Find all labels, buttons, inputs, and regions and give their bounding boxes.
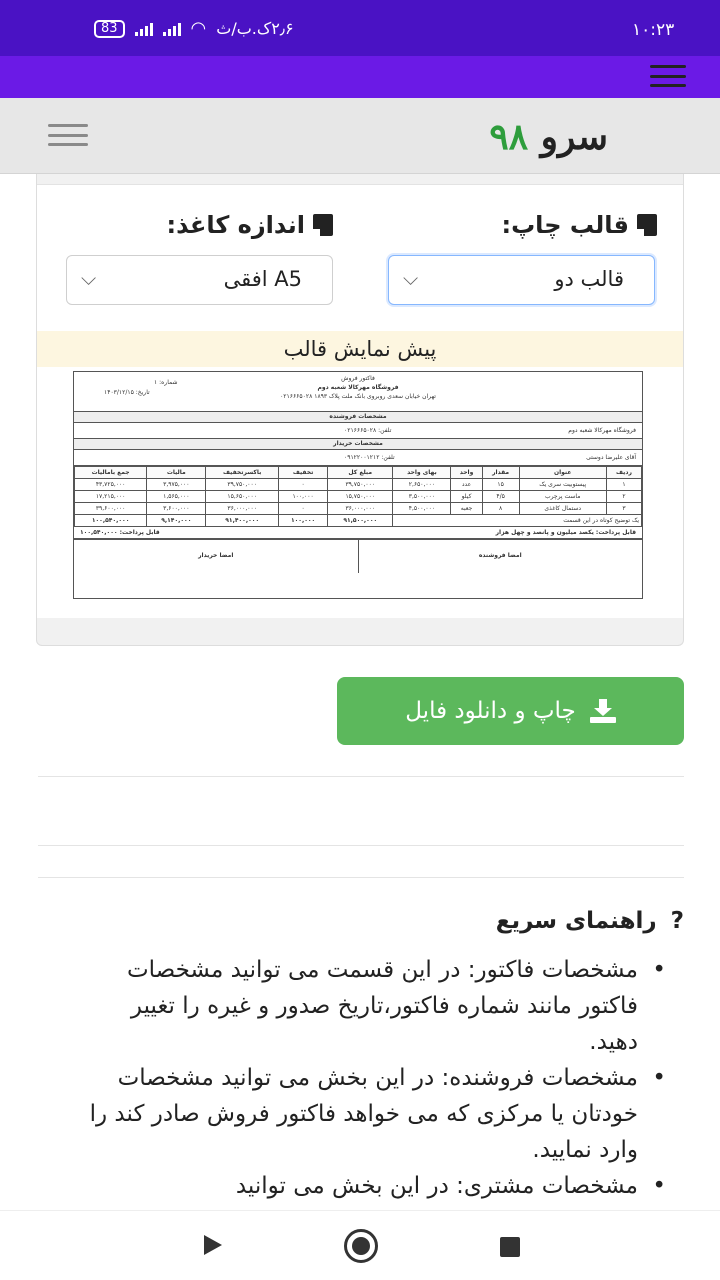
seller-section-title: مشخصات فروشنده [74, 412, 642, 423]
table-header-cell: جمع بامالیات [75, 467, 147, 479]
table-cell: ۱۷,۲۱۵,۰۰۰ [75, 491, 147, 503]
guide-list [78, 952, 638, 1204]
table-header-row [75, 467, 642, 479]
table-cell: ۳,۶۰۰,۰۰۰ [147, 503, 206, 515]
payable-words: قابل پرداخت: یکصد میلیون و پانصد و چهل هزار [495, 529, 636, 536]
paper-size-label-text: اندازه کاغذ: [166, 211, 305, 239]
buyer-signature: امضا خریدار [74, 540, 359, 573]
table-header-cell: بهای واحد [393, 467, 451, 479]
question-icon: ? [670, 908, 684, 934]
invoice-store: فروشگاه مهرکالا شعبه دوم [317, 384, 399, 391]
site-header [0, 98, 720, 174]
payable-amount [80, 527, 160, 539]
table-cell: ۴/۵ [482, 491, 519, 503]
invoice-note: یک توضیح کوتاه در این قسمت [393, 515, 642, 527]
table-cell: ۳۶,۰۰۰,۰۰۰ [328, 503, 393, 515]
logo-number: ۹۸ [489, 116, 529, 158]
guide-title [496, 908, 684, 934]
table-row [75, 503, 642, 515]
home-icon[interactable] [344, 1229, 378, 1263]
table-header-cell: مبلغ کل [328, 467, 393, 479]
template-label-text: قالب چاپ: [501, 211, 629, 239]
table-cell: ماست پرچرب [519, 491, 606, 503]
status-bar [0, 0, 720, 56]
table-cell: ۳۹,۷۵۰,۰۰۰ [328, 479, 393, 491]
preview-title: پیش نمایش قالب [37, 331, 683, 367]
network-speed: ۲٫۶ک.ب/ث [216, 19, 294, 38]
table-header-cell: ردیف [606, 467, 641, 479]
invoice-title: فاکتور فروش [341, 375, 375, 382]
table-header-cell: عنوان [519, 467, 606, 479]
table-cell: ۳۶,۰۰۰,۰۰۰ [206, 503, 279, 515]
table-cell: ۰ [279, 479, 328, 491]
table-cell: دستمال کاغذی [519, 503, 606, 515]
buyer-name: آقای علیرضا دوستی [586, 454, 636, 461]
total-cell: ۱۰۰,۵۴۰,۰۰۰ [75, 515, 147, 527]
buyer-section-title: مشخصات خریدار [74, 439, 642, 450]
totals-row [75, 515, 642, 527]
payable-label: قابل پرداخت: [119, 529, 160, 536]
table-header-cell: واحد [451, 467, 482, 479]
table-header-cell: باکسرتخفیف [206, 467, 279, 479]
template-label [501, 211, 657, 239]
document-icon [637, 214, 657, 236]
invoice-items-body [75, 479, 642, 527]
guide-title-text: راهنمای سریع [495, 908, 657, 934]
site-logo[interactable] [489, 116, 608, 158]
table-cell: جعبه [451, 503, 482, 515]
table-cell: ۳۹,۶۰۰,۰۰۰ [75, 503, 147, 515]
table-cell: ۰ [279, 503, 328, 515]
table-cell: ۳,۵۰۰,۰۰۰ [393, 491, 451, 503]
paper-size-select-value: A5 افقی [223, 267, 302, 291]
table-cell: ۸ [482, 503, 519, 515]
divider [38, 845, 684, 846]
guide-item: • مشخصات فاکتور: در این قسمت می توانید مشخصات فاکتور مانند شماره فاکتور،تاریخ صدور و غیره را تغییر دهید. [78, 952, 638, 1060]
chevron-down-icon: ⌵ [81, 266, 97, 290]
print-download-label: چاپ و دانلود فایل [405, 698, 576, 724]
payable-value: ۱۰۰,۵۴۰,۰۰۰ [80, 529, 118, 536]
divider [38, 877, 684, 878]
chevron-down-icon: ⌵ [403, 266, 419, 290]
status-time: ۱۰:۲۳ [632, 20, 675, 40]
table-header-cell: مقدار [482, 467, 519, 479]
wifi-icon: ◠ [190, 18, 207, 39]
print-settings-body [37, 184, 683, 618]
guide-item: • مشخصات فروشنده: در این بخش می توانید مشخصات خودتان یا مرکزی که می خواهد فاکتور فروش صادر کند را وارد نمایید. [78, 1060, 638, 1168]
recents-icon[interactable] [500, 1237, 520, 1257]
back-icon[interactable] [204, 1235, 222, 1255]
table-cell: کیلو [451, 491, 482, 503]
buyer-row [74, 450, 642, 466]
template-select-value: قالب دو [554, 267, 624, 291]
table-cell: ۳,۹۷۵,۰۰۰ [147, 479, 206, 491]
table-row [75, 479, 642, 491]
total-cell: ۹۱,۵۰۰,۰۰۰ [328, 515, 393, 527]
seller-row [74, 423, 642, 439]
table-header-cell: تخفیف [279, 467, 328, 479]
app-menu-icon[interactable] [650, 65, 686, 87]
table-cell: پیستوبیت سری یک [519, 479, 606, 491]
table-cell: ۳ [606, 503, 641, 515]
table-cell: ۲,۶۵۰,۰۰۰ [393, 479, 451, 491]
paper-size-select[interactable] [66, 255, 333, 305]
system-nav-bar [0, 1210, 720, 1280]
signal-icon [135, 22, 153, 36]
buyer-phone: تلفن: ۰۹۱۲۲۰۰۱۲۱۲ [344, 454, 395, 461]
seller-name: فروشگاه مهرکالا شعبه دوم [568, 427, 636, 434]
signal-icon-2 [163, 22, 181, 36]
invoice-header [74, 372, 642, 412]
status-indicators [94, 18, 294, 39]
table-cell: ۱ [606, 479, 641, 491]
table-header-cell: مالیات [147, 467, 206, 479]
table-cell: ۱,۵۶۵,۰۰۰ [147, 491, 206, 503]
table-cell: ۳۹,۷۵۰,۰۰۰ [206, 479, 279, 491]
table-cell: عدد [451, 479, 482, 491]
signature-row [74, 539, 642, 573]
table-cell: ۴,۵۰۰,۰۰۰ [393, 503, 451, 515]
table-row [75, 491, 642, 503]
table-cell: ۱۵ [482, 479, 519, 491]
total-cell: ۱۰۰,۰۰۰ [279, 515, 328, 527]
app-toolbar [0, 56, 720, 98]
invoice-date: تاریخ: ۱۴۰۳/۱۲/۱۵ [104, 389, 150, 396]
battery-icon: 83 [94, 20, 125, 38]
guide-item: • مشخصات مشتری: در این بخش می توانید [78, 1168, 638, 1204]
document-icon [313, 214, 333, 236]
total-cell: ۹,۱۴۰,۰۰۰ [147, 515, 206, 527]
invoice-number: شماره: ۱ [154, 379, 178, 386]
table-cell: ۱۰۰,۰۰۰ [279, 491, 328, 503]
invoice-preview [73, 371, 643, 599]
payable-row [74, 527, 642, 539]
invoice-items-table [74, 466, 642, 527]
print-settings-card [36, 174, 684, 646]
seller-phone: تلفن: ۰۲۱۶۶۶۵۰۲۸ [344, 427, 392, 434]
print-download-button[interactable] [337, 677, 684, 745]
table-cell: ۴۳,۷۲۵,۰۰۰ [75, 479, 147, 491]
seller-signature: امضا فروشنده [478, 552, 522, 559]
site-menu-icon[interactable] [48, 124, 88, 146]
template-select[interactable] [388, 255, 655, 305]
logo-word: سرو [540, 116, 608, 158]
invoice-address: تهران خیابان سعدی روبروی بانک ملت پلاک ۱۸۹۳ ۰۲۱۶۶۶۵۰۲۸ [280, 393, 436, 400]
download-icon [590, 699, 616, 723]
table-cell: ۲ [606, 491, 641, 503]
divider [38, 776, 684, 777]
paper-size-label [167, 211, 334, 239]
total-cell: ۹۱,۴۰۰,۰۰۰ [206, 515, 279, 527]
table-cell: ۱۵,۶۵۰,۰۰۰ [206, 491, 279, 503]
table-cell: ۱۵,۷۵۰,۰۰۰ [328, 491, 393, 503]
